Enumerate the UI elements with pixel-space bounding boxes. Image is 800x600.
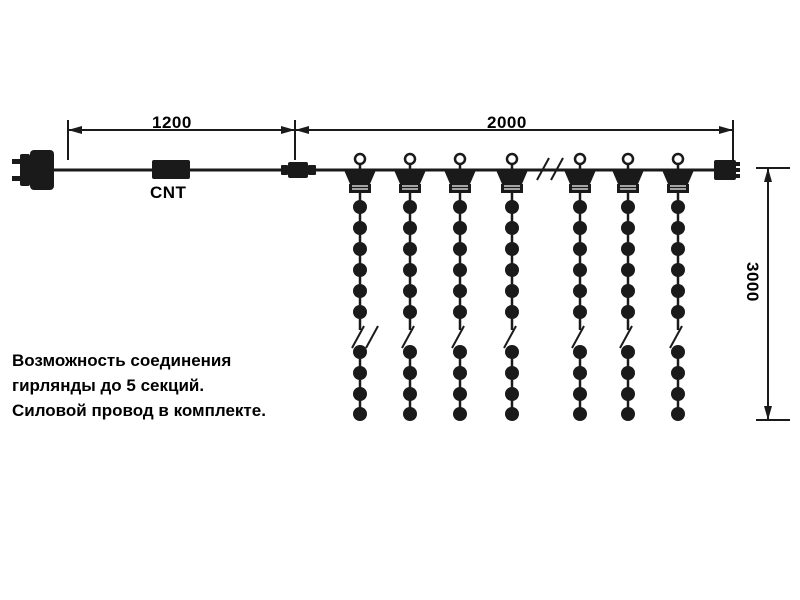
strand-5 bbox=[564, 154, 596, 421]
strand-6 bbox=[612, 154, 644, 421]
strand-3 bbox=[444, 154, 476, 421]
strand-2 bbox=[394, 154, 426, 421]
end-connector-icon bbox=[714, 160, 740, 180]
dimension-label-2000: 2000 bbox=[487, 113, 527, 132]
dimension-label-3000: 3000 bbox=[743, 262, 762, 302]
note-line-3: Силовой провод в комплекте. bbox=[12, 401, 266, 420]
note-line-2: гирлянды до 5 секций. bbox=[12, 376, 205, 395]
controller-label: CNT bbox=[150, 183, 187, 202]
strand-7 bbox=[662, 154, 694, 421]
strand-1 bbox=[344, 154, 378, 421]
strand-4 bbox=[496, 154, 528, 421]
note-line-1: Возможность соединения bbox=[12, 351, 232, 370]
power-plug-icon bbox=[12, 150, 54, 190]
note-text bbox=[12, 348, 266, 423]
dimension-label-1200: 1200 bbox=[152, 113, 192, 132]
controller-box-icon bbox=[152, 160, 190, 179]
mid-connector-icon bbox=[281, 162, 316, 178]
